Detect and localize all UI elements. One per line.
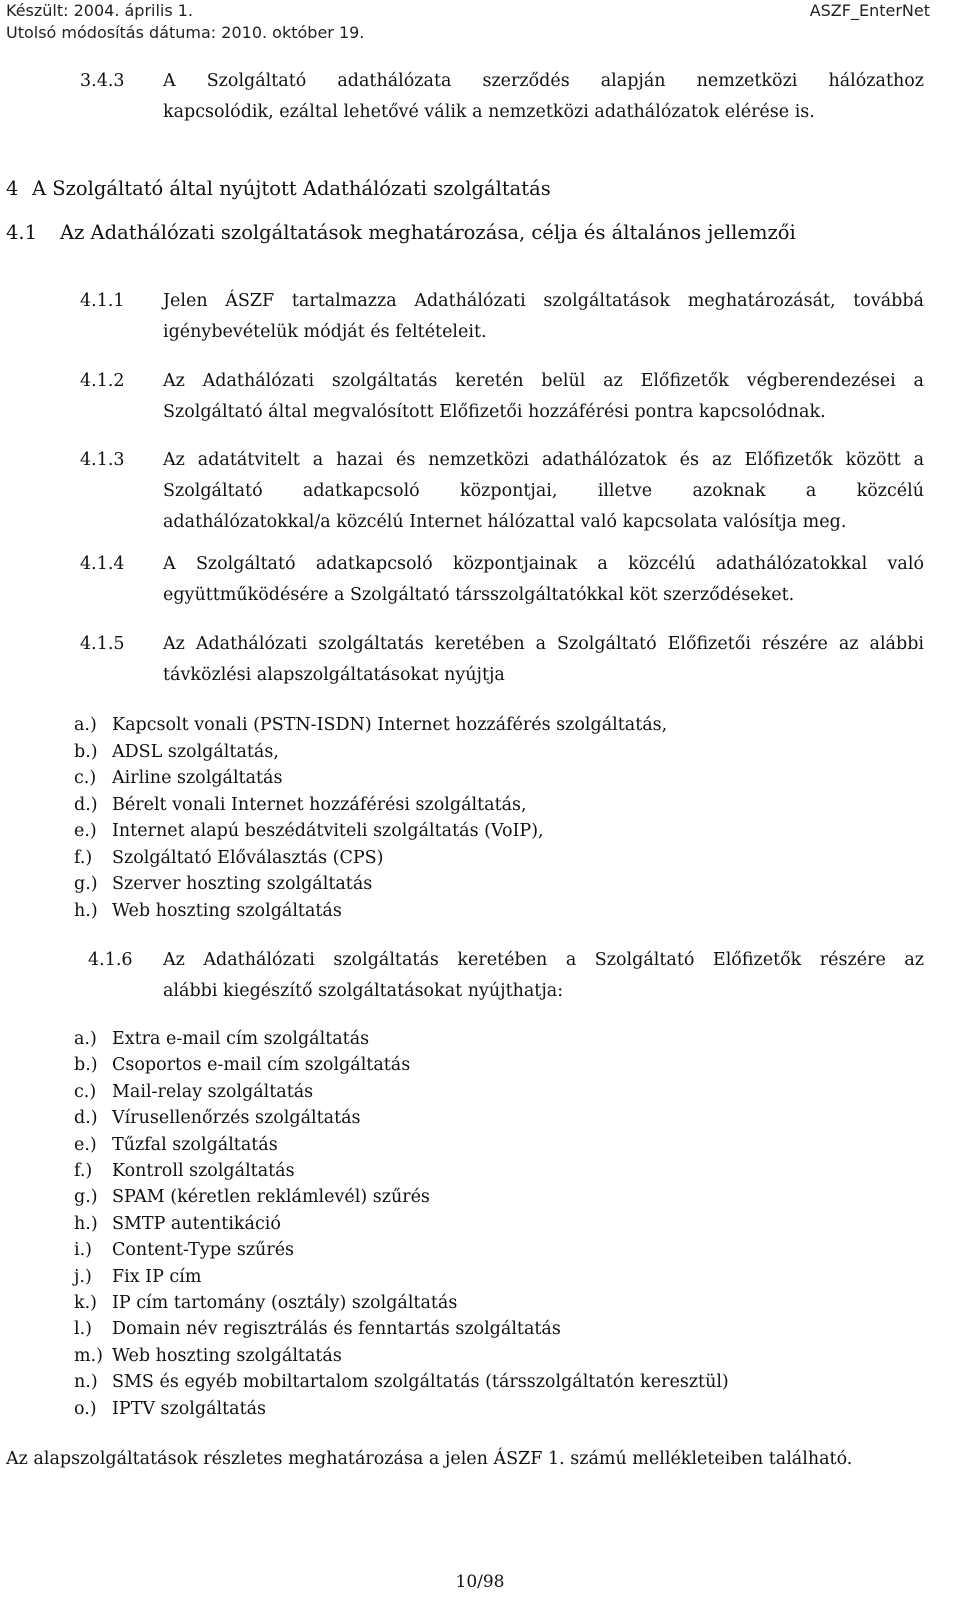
paragraph-line: alábbi kiegészítő szolgáltatásokat nyújthatja: xyxy=(163,981,564,1001)
closing-sentence: Az alapszolgáltatások részletes meghatározása a jelen ÁSZF 1. számú mellékleteiben található. xyxy=(6,1449,853,1469)
list-item: g.) SPAM (kéretlen reklámlevél) szűrés xyxy=(74,1187,430,1208)
heading-4-1 xyxy=(6,218,796,248)
modified-date: Utolsó módosítás dátuma: 2010. október 19. xyxy=(6,23,365,42)
section-number-4-1-2: 4.1.2 xyxy=(80,371,125,391)
section-number-3-4-3: 3.4.3 xyxy=(80,71,125,91)
section-number-4-1-4: 4.1.4 xyxy=(80,554,125,574)
list-item: m.) Web hoszting szolgáltatás xyxy=(74,1345,342,1366)
list-item: f.) Szolgáltató Előválasztás (CPS) xyxy=(74,847,384,868)
section-number-4-1-1: 4.1.1 xyxy=(80,291,125,311)
page-header xyxy=(6,0,364,44)
paragraph-line: Az adatátvitelt a hazai és nemzetközi adathálózatok és az Előfizetők között a xyxy=(163,450,924,470)
list-item: a.) Kapcsolt vonali (PSTN-ISDN) Internet hozzáférés szolgáltatás, xyxy=(74,715,668,735)
paragraph-4-1-5 xyxy=(163,629,924,691)
list-item: l.) Domain név regisztrálás és fenntartás szolgáltatás xyxy=(74,1319,561,1340)
heading-4 xyxy=(6,174,551,204)
created-date: Készült: 2004. április 1. xyxy=(6,1,194,20)
paragraph-line: együttműködésére a Szolgáltató társszolgáltatókkal köt szerződéseket. xyxy=(163,585,795,605)
paragraph-4-1-2 xyxy=(163,366,924,428)
paragraph-line: Jelen ÁSZF tartalmazza Adathálózati szolgáltatások meghatározását, továbbá xyxy=(163,291,924,311)
paragraph-4-1-1 xyxy=(163,286,924,348)
paragraph-line: kapcsolódik, ezáltal lehetővé válik a nemzetközi adathálózatok elérése is. xyxy=(163,102,815,122)
heading-title: Az Adathálózati szolgáltatások meghatározása, célja és általános jellemzői xyxy=(60,221,796,244)
list-item: e.) Internet alapú beszédátviteli szolgáltatás (VoIP), xyxy=(74,821,544,841)
list-item: c.) Airline szolgáltatás xyxy=(74,768,283,788)
paragraph-line: A Szolgáltató adatkapcsoló központjainak a közcélú adathálózatokkal való xyxy=(163,554,924,574)
list-item: d.) Bérelt vonali Internet hozzáférési szolgáltatás, xyxy=(74,794,527,815)
list-item: h.) Web hoszting szolgáltatás xyxy=(74,900,342,921)
list-item: i.) Content-Type szűrés xyxy=(74,1240,295,1261)
paragraph-4-1-6 xyxy=(163,945,924,1007)
list-item: n.) SMS és egyéb mobiltartalom szolgáltatás (társszolgáltatón keresztül) xyxy=(74,1372,729,1393)
section-number-4-1-6: 4.1.6 xyxy=(88,950,133,970)
list-item: g.) Szerver hoszting szolgáltatás xyxy=(74,874,373,894)
paragraph-line: igénybevételük módját és feltételeit. xyxy=(163,322,487,342)
section-number-4-1-5: 4.1.5 xyxy=(80,634,125,654)
list-item: b.) Csoportos e-mail cím szolgáltatás xyxy=(74,1055,411,1076)
list-item: e.) Tűzfal szolgáltatás xyxy=(74,1134,278,1155)
heading-title: A Szolgáltató által nyújtott Adathálózati szolgáltatás xyxy=(32,177,551,200)
list-item: f.) Kontroll szolgáltatás xyxy=(74,1161,295,1181)
paragraph-line: adathálózatokkal/a közcélú Internet hálózattal való kapcsolata valósítja meg. xyxy=(163,512,847,532)
document-name: ASZF_EnterNet xyxy=(809,1,930,20)
heading-number: 4.1 xyxy=(6,221,38,244)
paragraph-4-1-4 xyxy=(163,549,924,611)
paragraph-line: Az Adathálózati szolgáltatás keretében a Szolgáltató Előfizetői részére az alábbi xyxy=(163,634,924,654)
list-item: k.) IP cím tartomány (osztály) szolgáltatás xyxy=(74,1293,458,1313)
page-number: 10/98 xyxy=(455,1572,505,1592)
list-item: d.) Vírusellenőrzés szolgáltatás xyxy=(74,1108,361,1129)
paragraph-line: Szolgáltató adatkapcsoló központjai, illetve azoknak a közcélú xyxy=(163,481,924,501)
list-item: o.) IPTV szolgáltatás xyxy=(74,1398,267,1419)
list-item: b.) ADSL szolgáltatás, xyxy=(74,741,279,762)
paragraph-line: Szolgáltató által megvalósított Előfizetői hozzáférési pontra kapcsolódnak. xyxy=(163,402,826,422)
list-item: j.) Fix IP cím xyxy=(74,1266,202,1287)
heading-number: 4 xyxy=(6,177,19,200)
list-item: a.) Extra e-mail cím szolgáltatás xyxy=(74,1029,370,1049)
paragraph-line: Az Adathálózati szolgáltatás keretében a Szolgáltató Előfizetők részére az xyxy=(163,950,924,970)
list-item: h.) SMTP autentikáció xyxy=(74,1213,281,1234)
paragraph-line: Az Adathálózati szolgáltatás keretén belül az Előfizetők végberendezései a xyxy=(163,371,924,391)
paragraph-line: A Szolgáltató adathálózata szerződés alapján nemzetközi hálózathoz xyxy=(163,71,924,91)
paragraph-line: távközlési alapszolgáltatásokat nyújtja xyxy=(163,665,505,685)
paragraph-4-1-3 xyxy=(163,445,924,538)
list-item: c.) Mail-relay szolgáltatás xyxy=(74,1081,314,1102)
paragraph-3-4-3 xyxy=(163,66,924,128)
section-number-4-1-3: 4.1.3 xyxy=(80,450,125,470)
